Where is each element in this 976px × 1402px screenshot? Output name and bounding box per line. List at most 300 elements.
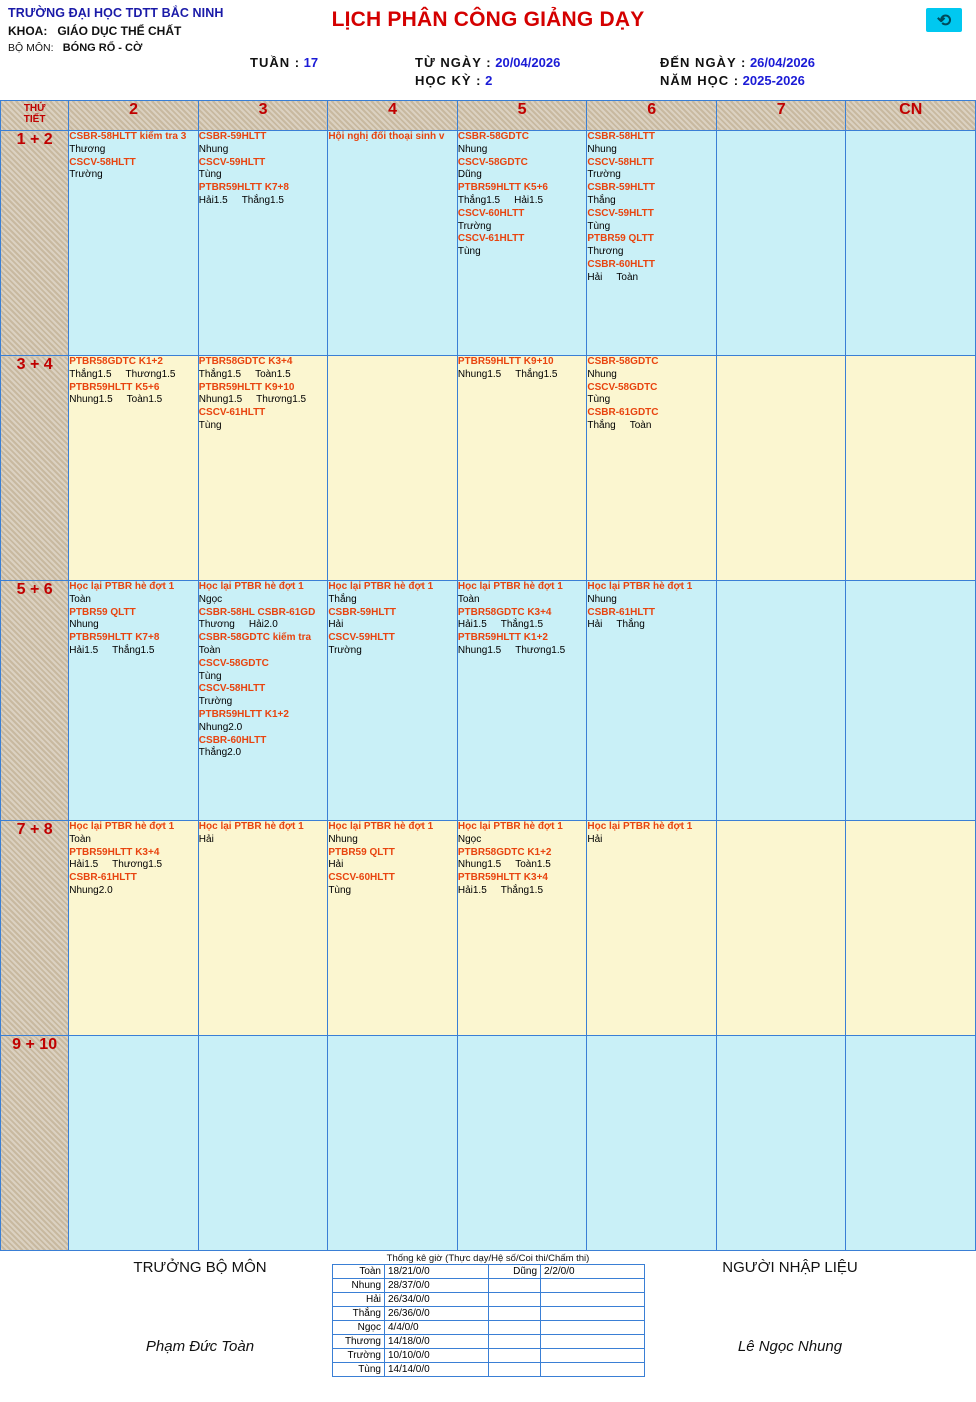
class-entry <box>587 382 716 408</box>
teacher-name-secondary: Thương1.5 <box>112 859 163 871</box>
teacher-names: Hải Toàn <box>587 271 639 283</box>
teacher-names: Tùng <box>457 246 481 258</box>
class-code: CSBR-58GDTC <box>587 356 659 367</box>
class-entry <box>69 356 198 382</box>
day-header-6: 6 <box>587 101 717 131</box>
teacher-name-secondary: Thắng1.5 <box>500 884 544 896</box>
teacher-names: Thắng1.5 Toàn1.5 <box>198 368 291 380</box>
schedule-cell[interactable] <box>587 356 717 581</box>
class-entry <box>587 131 716 157</box>
teacher-names: Toàn <box>69 833 91 845</box>
teacher-names: Nhung1.5 Thắng1.5 <box>457 368 558 380</box>
class-entry <box>328 821 457 847</box>
teacher-name-secondary: Thắng1.5 <box>515 368 558 380</box>
class-code: CSBR-58GDTC <box>457 131 529 142</box>
teacher-names: Thắng <box>328 593 357 605</box>
teacher-names: Hải <box>198 833 214 845</box>
class-code: CSBR-59HLTT <box>328 606 396 618</box>
class-code: CSBR-59HLTT <box>198 131 267 142</box>
school-year-label: NĂM HỌC : <box>660 73 740 88</box>
class-entry <box>199 632 328 658</box>
class-code: PTBR59HLTT K1+2 <box>198 708 289 720</box>
stats-teacher-hours: 26/36/0/0 <box>385 1307 489 1321</box>
class-entry <box>587 581 716 607</box>
class-code: PTBR59 QLTT <box>587 233 654 245</box>
class-code: PTBR59HLTT K5+6 <box>69 381 160 393</box>
stats-teacher-name-2 <box>489 1335 541 1349</box>
schedule-cell[interactable] <box>198 581 328 821</box>
class-code: PTBR59HLTT K9+10 <box>457 356 554 367</box>
schedule-row <box>1 356 976 581</box>
stats-teacher-hours: 26/34/0/0 <box>385 1293 489 1307</box>
schedule-cell[interactable] <box>716 356 846 581</box>
stats-teacher-hours-2 <box>541 1349 645 1363</box>
class-code: CSBR-60HLTT <box>198 734 267 746</box>
schedule-cell[interactable] <box>198 356 328 581</box>
schedule-cell[interactable] <box>69 581 199 821</box>
teacher-names: Trường <box>457 220 492 232</box>
class-entry <box>328 632 457 658</box>
to-date-value: 26/04/2026 <box>749 55 816 70</box>
class-entry <box>199 607 328 633</box>
class-entry <box>199 683 328 709</box>
class-code: CSBR-61GDTC <box>587 407 659 419</box>
class-entry <box>69 632 198 658</box>
teacher-names: Thương <box>69 143 106 155</box>
stats-teacher-name: Toàn <box>333 1265 385 1279</box>
class-code: CSBR-58GDTC kiểm tra <box>198 632 312 644</box>
teacher-names: Tùng <box>587 394 611 406</box>
teacher-name-secondary: Hải2.0 <box>248 619 278 631</box>
class-entry <box>69 581 198 607</box>
class-entry <box>199 658 328 684</box>
class-code: Học lại PTBR hè đợt 1 <box>587 581 693 592</box>
schedule-row <box>1 131 976 356</box>
schedule-cell[interactable] <box>328 1036 458 1251</box>
class-code: Hội nghị đối thoại sinh v <box>328 131 445 142</box>
class-code: CSCV-59HLTT <box>587 207 654 219</box>
schedule-cell[interactable] <box>716 581 846 821</box>
schedule-cell[interactable] <box>328 356 458 581</box>
class-entry <box>199 356 328 382</box>
stats-teacher-name: Hải <box>333 1293 385 1307</box>
teacher-names: Tùng <box>198 169 222 181</box>
teacher-names: Hải1.5 Thương1.5 <box>69 859 163 871</box>
stats-teacher-hours-2: 2/2/0/0 <box>541 1265 645 1279</box>
class-entry <box>199 182 328 208</box>
department-row <box>8 42 976 54</box>
teacher-names: Hải <box>587 833 603 845</box>
class-entry <box>328 607 457 633</box>
class-entry <box>458 847 587 873</box>
class-entry <box>458 821 587 847</box>
class-code: CSCV-58HLTT <box>587 156 654 168</box>
schedule-cell[interactable] <box>69 131 199 356</box>
teacher-name-secondary: Toàn1.5 <box>126 394 163 406</box>
corner-label-day: THỨ <box>23 103 46 114</box>
class-entry <box>328 581 457 607</box>
class-code: PTBR58GDTC K3+4 <box>198 356 293 367</box>
teacher-names: Nhung2.0 <box>198 721 243 733</box>
class-entry <box>69 157 198 183</box>
stats-teacher-hours-2 <box>541 1335 645 1349</box>
teacher-names: Toàn <box>69 593 91 605</box>
class-code: CSBR-58HL CSBR-61GD <box>198 606 316 618</box>
class-code: PTBR58GDTC K1+2 <box>457 846 552 858</box>
teacher-names: Nhung <box>587 593 617 605</box>
document-header <box>0 0 976 100</box>
class-code: PTBR59HLTT K9+10 <box>198 381 295 393</box>
class-code: PTBR59HLTT K7+8 <box>69 632 160 644</box>
class-code: PTBR59HLTT K3+4 <box>457 872 548 884</box>
hours-statistics <box>332 1253 644 1377</box>
teacher-names: Tùng <box>198 670 222 682</box>
class-code: CSCV-59HLTT <box>328 632 395 644</box>
class-code: CSBR-59HLTT <box>587 182 655 194</box>
class-entry <box>199 157 328 183</box>
class-code: PTBR58GDTC K3+4 <box>457 606 552 618</box>
university-name: TRƯỜNG ĐẠI HỌC TDTT BẮC NINH <box>8 6 224 20</box>
from-date-value: 20/04/2026 <box>495 55 561 70</box>
class-entry <box>69 131 198 157</box>
teacher-names: Trường <box>328 644 362 656</box>
schedule-row <box>1 581 976 821</box>
schedule-cell[interactable] <box>587 131 717 356</box>
teacher-names: Tùng <box>328 884 352 896</box>
schedule-cell[interactable] <box>198 1036 328 1251</box>
period-label: 1 + 2 <box>1 131 69 356</box>
teacher-name-secondary: Thắng1.5 <box>241 194 284 206</box>
teacher-name-secondary: Hải1.5 <box>514 194 544 206</box>
signature-head-of-department <box>60 1259 340 1355</box>
class-code: CSCV-60HLTT <box>328 872 395 884</box>
class-entry <box>328 872 457 898</box>
class-entry <box>69 821 198 847</box>
class-code: PTBR59HLTT K7+8 <box>198 182 289 194</box>
teacher-names: Nhung1.5 Thương1.5 <box>198 394 307 406</box>
teacher-name-secondary: Toàn <box>629 419 652 431</box>
schedule-cell[interactable] <box>587 821 717 1036</box>
stats-teacher-hours-2 <box>541 1307 645 1321</box>
stats-teacher-name: Trường <box>333 1349 385 1363</box>
stats-teacher-name-2: Dũng <box>489 1265 541 1279</box>
class-code: CSBR-58HLTT <box>587 131 655 142</box>
teacher-names: Nhung <box>587 143 617 155</box>
schedule-cell[interactable] <box>846 1036 976 1251</box>
class-code: Học lại PTBR hè đợt 1 <box>198 821 304 832</box>
department-label: BỘ MÔN: <box>8 42 54 54</box>
department-value: BÓNG RỔ - CỜ <box>62 42 143 54</box>
class-code: CSCV-58GDTC <box>587 381 658 393</box>
stats-teacher-name: Thắng <box>333 1307 385 1321</box>
teacher-name-secondary: Thương1.5 <box>256 394 307 406</box>
class-code: Học lại PTBR hè đợt 1 <box>457 581 563 592</box>
schedule-cell[interactable] <box>69 821 199 1036</box>
class-entry <box>458 872 587 898</box>
teacher-names: Hải1.5 Thắng1.5 <box>457 619 544 631</box>
teacher-names: Dũng <box>457 169 482 181</box>
schedule-cell[interactable] <box>457 581 587 821</box>
teacher-name-secondary: Thắng <box>616 619 645 631</box>
class-code: CSCV-61HLTT <box>457 233 525 245</box>
schedule-cell[interactable] <box>328 131 458 356</box>
class-code: CSCV-58GDTC <box>198 657 269 669</box>
stats-teacher-name-2 <box>489 1307 541 1321</box>
schedule-cell[interactable] <box>328 821 458 1036</box>
stats-teacher-hours: 28/37/0/0 <box>385 1279 489 1293</box>
teacher-names: Thắng <box>587 194 616 206</box>
class-code: PTBR58GDTC K1+2 <box>69 356 163 367</box>
teacher-names: Nhung <box>587 368 617 380</box>
stats-row <box>333 1279 645 1293</box>
class-entry <box>69 847 198 873</box>
stats-caption: Thống kê giờ (Thực dạy/Hệ số/Coi thi/Chấm thi) <box>386 1253 590 1264</box>
stats-teacher-name: Thương <box>333 1335 385 1349</box>
schedule-cell[interactable] <box>457 356 587 581</box>
teacher-names: Hải1.5 Thắng1.5 <box>198 194 284 206</box>
class-entry <box>587 208 716 234</box>
schedule-cell[interactable] <box>846 581 976 821</box>
period-label: 3 + 4 <box>1 356 69 581</box>
schedule-row <box>1 821 976 1036</box>
day-header-7: 7 <box>716 101 846 131</box>
class-code: Học lại PTBR hè đợt 1 <box>69 821 175 832</box>
week-label: TUẦN : <box>250 55 301 70</box>
schedule-cell[interactable] <box>457 1036 587 1251</box>
class-entry <box>199 709 328 735</box>
teacher-names: Tùng <box>198 419 222 431</box>
stats-teacher-name: Ngọc <box>333 1321 385 1335</box>
class-entry <box>199 581 328 607</box>
teacher-names: Hải Thắng <box>587 619 645 631</box>
school-year-value: 2025-2026 <box>742 73 805 88</box>
class-code: CSCV-58GDTC <box>457 156 528 168</box>
stats-teacher-name-2 <box>489 1279 541 1293</box>
class-code: CSCV-58HLTT <box>198 683 266 695</box>
stats-teacher-hours: 10/10/0/0 <box>385 1349 489 1363</box>
class-entry <box>587 607 716 633</box>
teacher-names: Tùng <box>587 220 611 232</box>
class-entry <box>199 131 328 157</box>
teacher-names: Nhung2.0 <box>69 884 113 896</box>
teacher-name-secondary: Thắng1.5 <box>500 619 544 631</box>
stats-teacher-name: Tùng <box>333 1363 385 1377</box>
period-label: 7 + 8 <box>1 821 69 1036</box>
schedule-cell[interactable] <box>846 356 976 581</box>
stats-teacher-name-2 <box>489 1363 541 1377</box>
head-name: Phạm Đức Toàn <box>145 1338 255 1355</box>
class-code: PTBR59 QLTT <box>69 606 136 618</box>
teacher-names: Trường <box>587 169 621 181</box>
class-entry <box>458 131 587 157</box>
teacher-names: Ngọc <box>198 593 223 605</box>
day-header-4: 4 <box>328 101 458 131</box>
teacher-names: Trường <box>198 696 233 708</box>
week-value: 17 <box>303 55 319 70</box>
stats-teacher-hours-2 <box>541 1363 645 1377</box>
class-code: CSBR-61HLTT <box>69 872 137 884</box>
class-entry <box>458 356 587 382</box>
table-body <box>1 131 976 1251</box>
day-header-5: 5 <box>457 101 587 131</box>
class-code: CSCV-59HLTT <box>198 156 266 168</box>
page-title: LỊCH PHÂN CÔNG GIẢNG DẠY <box>331 8 645 31</box>
class-entry <box>458 581 587 607</box>
class-entry <box>587 259 716 285</box>
teacher-name-secondary: Thương1.5 <box>515 644 566 656</box>
schedule-cell[interactable] <box>457 821 587 1036</box>
semester-value: 2 <box>485 73 493 88</box>
teacher-names: Thương Hải2.0 <box>198 619 278 631</box>
class-code: CSCV-61HLTT <box>198 407 266 419</box>
teacher-name-secondary: Thắng1.5 <box>112 644 155 656</box>
class-code: PTBR59HLTT K1+2 <box>457 632 548 644</box>
stats-teacher-hours: 14/14/0/0 <box>385 1363 489 1377</box>
stats-row <box>333 1335 645 1349</box>
class-entry <box>199 407 328 433</box>
stats-teacher-hours: 18/21/0/0 <box>385 1265 489 1279</box>
teacher-name-secondary: Toàn1.5 <box>515 859 551 871</box>
from-date-label: TỪ NGÀY : <box>415 55 492 70</box>
document-footer <box>0 1251 976 1375</box>
teacher-names: Toàn <box>457 593 480 605</box>
class-code: CSCV-58HLTT <box>69 156 136 168</box>
faculty-label: KHOA: <box>8 24 48 38</box>
class-code: PTBR59HLTT K5+6 <box>457 182 548 194</box>
period-label: 9 + 10 <box>1 1036 69 1251</box>
teacher-names: Trường <box>69 169 103 181</box>
class-entry <box>199 382 328 408</box>
class-code: CSBR-58HLTT kiểm tra 3 <box>69 131 187 142</box>
teacher-name-secondary: Thương1.5 <box>125 368 176 380</box>
signature-data-entry <box>640 1259 940 1355</box>
schedule-cell[interactable] <box>198 821 328 1036</box>
day-header-3: 3 <box>198 101 328 131</box>
faculty-value: GIÁO DỤC THỂ CHẤT <box>57 24 182 38</box>
day-header-cn: CN <box>846 101 976 131</box>
class-entry <box>458 182 587 208</box>
stats-teacher-name-2 <box>489 1349 541 1363</box>
schedule-cell[interactable] <box>716 131 846 356</box>
schedule-cell[interactable] <box>69 1036 199 1251</box>
teacher-names: Hải1.5 Thắng1.5 <box>69 644 155 656</box>
stats-teacher-hours-2 <box>541 1279 645 1293</box>
class-entry <box>458 632 587 658</box>
class-entry <box>199 735 328 761</box>
class-code: Học lại PTBR hè đợt 1 <box>587 821 693 832</box>
class-code: PTBR59HLTT K3+4 <box>69 846 160 858</box>
teacher-names: Nhung1.5 Toàn1.5 <box>457 859 551 871</box>
class-entry <box>199 821 328 847</box>
stats-row <box>333 1321 645 1335</box>
stats-teacher-name: Nhung <box>333 1279 385 1293</box>
class-entry <box>328 847 457 873</box>
class-entry <box>587 407 716 433</box>
day-header-2: 2 <box>69 101 199 131</box>
class-code: Học lại PTBR hè đợt 1 <box>328 581 434 592</box>
entry-name: Lê Ngọc Nhung <box>737 1338 843 1355</box>
class-entry <box>69 872 198 898</box>
stats-teacher-name-2 <box>489 1321 541 1335</box>
teacher-names: Nhung <box>198 143 229 155</box>
stats-row <box>333 1363 645 1377</box>
class-code: PTBR59 QLTT <box>328 846 395 858</box>
class-code: Học lại PTBR hè đợt 1 <box>328 821 434 832</box>
stats-row <box>333 1265 645 1279</box>
teacher-names: Nhung <box>69 619 99 631</box>
class-entry <box>458 157 587 183</box>
stats-row <box>333 1293 645 1307</box>
schedule-cell[interactable] <box>587 1036 717 1251</box>
schedule-cell[interactable] <box>587 581 717 821</box>
schedule-cell[interactable] <box>457 131 587 356</box>
stats-teacher-hours: 4/4/0/0 <box>385 1321 489 1335</box>
schedule-meta <box>250 55 910 91</box>
teacher-names: Thắng1.5 Thương1.5 <box>69 368 176 380</box>
teacher-names: Thắng1.5 Hải1.5 <box>457 194 544 206</box>
app-logo-icon: ⟲ <box>926 8 962 32</box>
schedule-cell[interactable] <box>716 821 846 1036</box>
period-label: 5 + 6 <box>1 581 69 821</box>
class-entry <box>328 131 457 144</box>
stats-teacher-hours-2 <box>541 1293 645 1307</box>
teacher-names: Hải1.5 Thắng1.5 <box>457 884 544 896</box>
class-entry <box>587 821 716 847</box>
teacher-names: Nhung1.5 Toàn1.5 <box>69 394 163 406</box>
class-entry <box>69 607 198 633</box>
class-entry <box>458 233 587 259</box>
to-date-label: ĐẾN NGÀY : <box>660 55 747 70</box>
schedule-row <box>1 1036 976 1251</box>
stats-teacher-hours-2 <box>541 1321 645 1335</box>
class-code: Học lại PTBR hè đợt 1 <box>457 821 563 832</box>
schedule-cell[interactable] <box>846 131 976 356</box>
class-entry <box>587 233 716 259</box>
table-header-row <box>1 101 976 131</box>
class-code: Học lại PTBR hè đợt 1 <box>69 581 175 592</box>
semester-label: HỌC KỲ : <box>415 73 482 88</box>
head-role-label: TRƯỞNG BỘ MÔN <box>133 1259 267 1276</box>
teacher-name-secondary: Toàn <box>616 271 639 283</box>
corner-label-period: TIẾT <box>23 114 46 125</box>
stats-table <box>332 1264 645 1377</box>
class-entry <box>587 182 716 208</box>
schedule-cell[interactable] <box>69 356 199 581</box>
teacher-names: Thương <box>587 246 624 258</box>
teacher-names: Toàn <box>198 644 221 656</box>
class-code: CSBR-60HLTT <box>587 258 655 270</box>
teacher-names: Hải <box>328 619 344 631</box>
class-entry <box>587 356 716 382</box>
class-entry <box>458 208 587 234</box>
class-code: CSCV-60HLTT <box>457 207 525 219</box>
teacher-names: Nhung <box>328 833 358 845</box>
teacher-names: Nhung <box>457 143 488 155</box>
class-entry <box>69 382 198 408</box>
teacher-name-secondary: Toàn1.5 <box>255 368 291 380</box>
schedule-cell[interactable] <box>198 131 328 356</box>
schedule-cell[interactable] <box>846 821 976 1036</box>
class-entry <box>458 607 587 633</box>
corner-header <box>1 101 69 131</box>
class-code: CSBR-61HLTT <box>587 606 655 618</box>
stats-teacher-name-2 <box>489 1293 541 1307</box>
schedule-cell[interactable] <box>716 1036 846 1251</box>
schedule-cell[interactable] <box>328 581 458 821</box>
teacher-names: Ngọc <box>457 833 482 845</box>
class-entry <box>587 157 716 183</box>
stats-teacher-hours: 14/18/0/0 <box>385 1335 489 1349</box>
